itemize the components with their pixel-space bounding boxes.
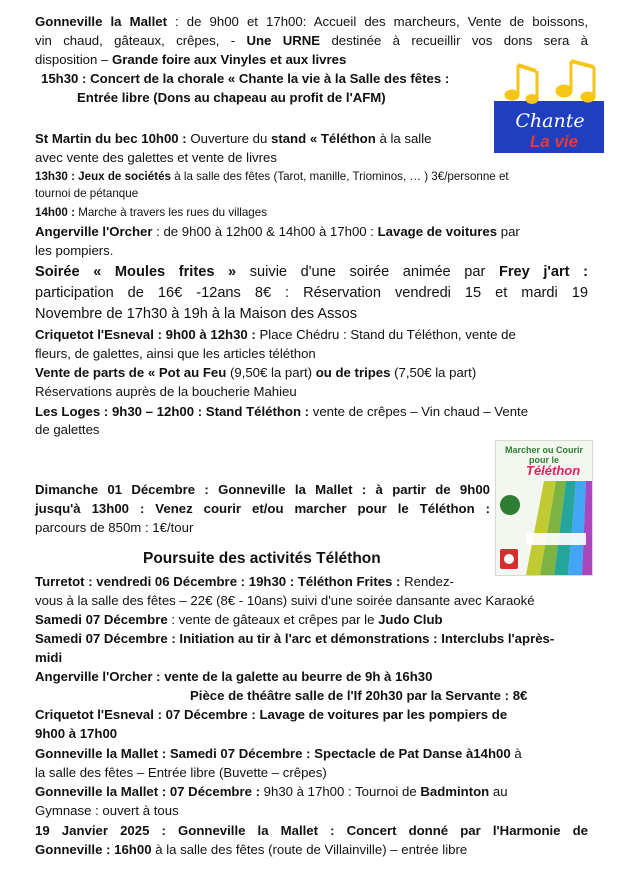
p11-line3: parcours de 850m : 1€/tour [35, 520, 194, 535]
p9-line2: Réservations auprès de la boucherie Mahieu [35, 384, 297, 399]
section-heading: Poursuite des activités Téléthon [143, 550, 381, 567]
poster-artwork [496, 441, 592, 575]
p17-line2: la salle des fêtes – Entrée libre (Buvette – crêpes) [35, 765, 327, 780]
telethon-poster [495, 440, 593, 576]
p12-line1: Turretot : vendredi 06 Décembre : 19h30 : Téléthon Frites : Rendez- [35, 574, 454, 589]
p1-line3: disposition – Grande foire aux Vinyles et aux livres [35, 52, 347, 67]
p16-line2: 9h00 à 17h00 [35, 726, 118, 741]
p4-line2: tournoi de pétanque [35, 187, 139, 200]
p2-line2: Entrée libre (Dons au chapeau au profit de l'AFM) [77, 90, 386, 105]
p15-line2: Pièce de théâtre salle de l'If 20h30 par la Servante : 8€ [190, 688, 528, 703]
p16-line1: Criquetot l'Esneval : 07 Décembre : Lavage de voitures par les pompiers de [35, 707, 508, 722]
p8-line2: fleurs, de galettes, ainsi que les articles téléthon [35, 346, 316, 361]
p12-line2: vous à la salle des fêtes – 22€ (8€ - 10ans) suivi d'une soirée dansante avec Karaoké [35, 593, 535, 608]
poster-brand: Téléthon [526, 463, 581, 478]
p15-line1: Angerville l'Orcher : vente de la galette au beurre de 9h à 16h30 [35, 669, 433, 684]
p6-line2: les pompiers. [35, 243, 114, 258]
p8-line1: Criquetot l'Esneval : 9h00 à 12h30 : Place Chédru : Stand du Téléthon, vente de [35, 327, 516, 342]
p4-line1: 13h30 : Jeux de sociétés à la salle des fêtes (Tarot, manille, Triominos, … ) 3€/personne et [35, 170, 509, 183]
p7-line2: participation de 16€ -12ans 8€ : Réservation vendredi 15 et mardi 19 [35, 285, 588, 301]
p10-line1: Les Loges : 9h30 – 12h00 : Stand Téléthon : vente de crêpes – Vin chaud – Vente [35, 404, 529, 419]
p1-line1: Gonneville la Mallet : de 9h00 et 17h00: Accueil des marcheurs, Vente de boissons, [35, 14, 588, 29]
p13-line1: Samedi 07 Décembre : vente de gâteaux et crêpes par le Judo Club [35, 612, 443, 627]
p3-line1: St Martin du bec 10h00 : Ouverture du stand « Téléthon à la salle [35, 131, 432, 146]
p6-line1: Angerville l'Orcher : de 9h00 à 12h00 & 14h00 à 17h00 : Lavage de voitures par [35, 224, 520, 239]
p11-line1: Dimanche 01 Décembre : Gonneville la Mallet : à partir de 9h00 [35, 482, 490, 497]
p3-line2: avec vente des galettes et vente de livres [35, 150, 277, 165]
p18-line2: Gymnase : ouvert à tous [35, 803, 179, 818]
poster-title: Marcher ou Courir pour le [504, 445, 583, 465]
logo-word-chante: Chante [515, 110, 585, 132]
p14-line1: Samedi 07 Décembre : Initiation au tir à l'arc et démonstrations : Interclubs l'après- [35, 631, 555, 646]
logo-word-lavie: La vie [529, 132, 579, 151]
p14-line2: midi [35, 650, 63, 665]
p19-line2: Gonneville : 16h00 à la salle des fêtes (route de Villainville) – entrée libre [35, 842, 468, 857]
p1-line2: vin chaud, gâteaux, crêpes, - Une URNE destinée à recueillir vos dons sera à [35, 33, 588, 48]
p7-line3: Novembre de 17h30 à 19h à la Maison des Assos [35, 306, 358, 322]
p18-line1: Gonneville la Mallet : 07 Décembre : 9h30 à 17h00 : Tournoi de Badminton au [35, 784, 508, 799]
p19-line1: 19 Janvier 2025 : Gonneville la Mallet : Concert donné par l'Harmonie de [35, 823, 588, 838]
p17-line1: Gonneville la Mallet : Samedi 07 Décembre : Spectacle de Pat Danse à14h00 à [35, 746, 522, 761]
p11-line2: jusqu'à 13h00 : Venez courir et/ou marcher pour le Téléthon : [35, 501, 490, 516]
chante-la-vie-logo [494, 57, 604, 153]
p5-line1: 14h00 : Marche à travers les rues du villages [35, 206, 267, 219]
p2-line1: 15h30 : Concert de la chorale « Chante la vie à la Salle des fêtes : [41, 71, 450, 86]
p10-line2: de galettes [35, 422, 100, 437]
p9-line1: Vente de parts de « Pot au Feu (9,50€ la part) ou de tripes (7,50€ la part) [35, 365, 477, 380]
p7-line1: Soirée « Moules frites » suivie d'une soirée animée par Frey j'art : [35, 264, 588, 280]
